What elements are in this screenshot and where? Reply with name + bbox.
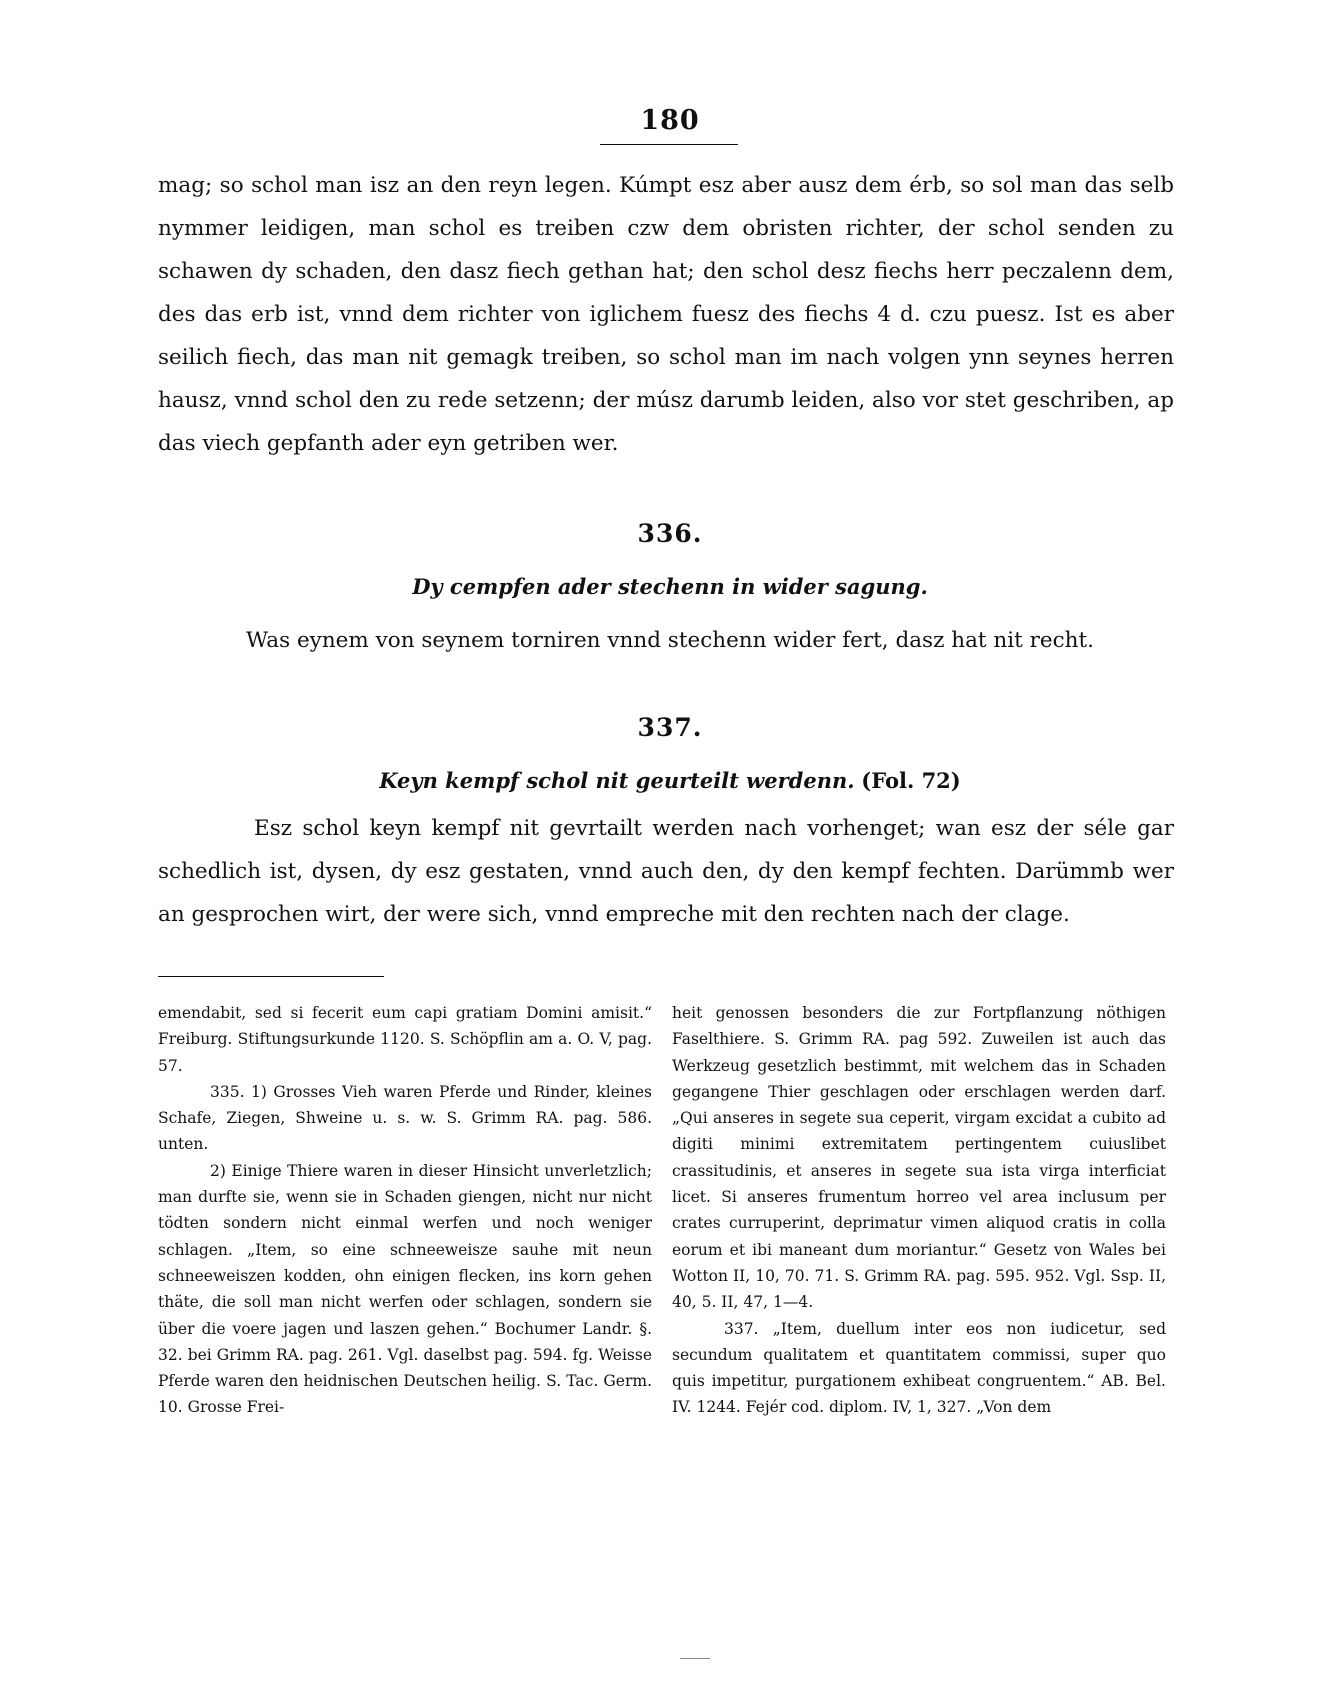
section-337-number: 337. [637,713,703,742]
footnote-paragraph: 335. 1) Grosses Vieh waren Pferde und Rinder, kleines Schafe, Ziegen, Shweine u. s. w. S. Grimm RA. pag. 586. unten. [158,1082,652,1154]
section-337-folio-ref: (Fol. 72) [861,768,961,793]
page-number: 180 [640,105,700,136]
footnote-paragraph: 2) Einige Thiere waren in dieser Hinsicht unverletzlich; man durfte sie, wenn sie in Schaden giengen, nicht nur nicht tödten sondern nicht einmal werfen und noch weniger schlagen. „Item, so eine schneeweisze sauhe mit neun schneeweiszen kodden, ohn einigen flecken, ins korn gehen thäte, die soll man nicht werfen oder schlagen, sondern sie über die voere jagen und laszen gehen.“ Bochumer Landr. §. 32. bei Grimm RA. pag. 261. Vgl. daselbst pag. 594. fg. Weisse Pferde waren den heidnischen Deutschen heilig. S. Tac. Germ. 10. Grosse Frei- [158,1161,652,1417]
page-bottom-mark [680,1658,710,1659]
section-336-title-text: Dy cempfen ader stechenn in wider sagung. [412,574,928,599]
section-337-title-text: Keyn kempf schol nit geurteilt werdenn. [379,768,855,793]
footnote-paragraph: emendabit, sed si fecerit eum capi gratiam Domini amisit.“ Freiburg. Stiftungsurkunde 1120. S. Schöpflin am a. O. V, pag. 57. [158,1004,652,1075]
footnote-paragraph: heit genossen besonders die zur Fortpflanzung nöthigen Faselthiere. S. Grimm RA. pag 592. Zuweilen ist auch das Werkzeug gesetzlich bestimmt, mit welchem das in Schaden gegangene Thier geschlagen oder erschlagen werden darf. „Qui anseres in segete sua ceperit, virgam excidat a cubito ad digiti minimi extremitatem pertingentem cuiuslibet crassitudinis, et anseres in segete sua ista virga interficiat licet. Si anseres frumentum horreo vel area inclusum per crates curruperint, deprimatur vimen aliquod cratis in colla eorum et ibi maneant dum moriantur.“ Gesetz von Wales bei Wotton II, 10, 70. 71. S. Grimm RA. pag. 595. 952. Vgl. Ssp. II, 40, 5. II, 47, 1—4. [672,1004,1166,1312]
footnote-paragraph: 337. „Item, duellum inter eos non iudicetur, sed secundum qualitatem et quantitatem commissi, super quo quis impetitur, purgationem exhibeat congruentem.“ AB. Bel. IV. 1244. Fejér cod. diplom. IV, 1, 327. „Von dem [672,1319,1166,1417]
intro-paragraph: mag; so schol man isz an den reyn legen. Kúmpt esz aber ausz dem érb, so sol man das selb nymmer leidigen, man schol es treiben czw dem obristen richter, der schol senden zu schawen dy schaden, den dasz fiech gethan hat; den schol desz fiechs herr peczalenn dem, des das erb ist, vnnd dem richter von iglichem fuesz des fiechs 4 d. czu puesz. Ist es aber seilich fiech, das man nit gemagk treiben, so schol man im nach volgen ynn seynes herren hausz, vnnd schol den zu rede setzenn; der músz darumb leiden, also vor stet geschriben, ap das viech gepfanth ader eyn getriben wer. [158,173,1174,456]
section-336-title [0,574,1340,599]
footnote-column-right [672,1000,1166,1421]
intro-text-block [158,164,1174,465]
footnote-separator [158,976,384,977]
page-number-rule [600,144,738,145]
section-336-body: Was eynem von seynem torniren vnnd stechenn wider fert, dasz hat nit recht. [246,628,1094,653]
section-337-body: Esz schol keyn kempf nit gevrtailt werden nach vorhenget; wan esz der séle gar schedlich ist, dysen, dy esz gestaten, vnnd auch den, dy den kempf fechten. Darümmb wer an gesprochen wirt, der were sich, vnnd empreche mit den rechten nach der clage. [158,816,1174,927]
section-336-number: 336. [637,519,703,548]
section-337-text-block [158,807,1174,936]
section-337-title [0,768,1340,793]
footnote-column-left [158,1000,652,1421]
